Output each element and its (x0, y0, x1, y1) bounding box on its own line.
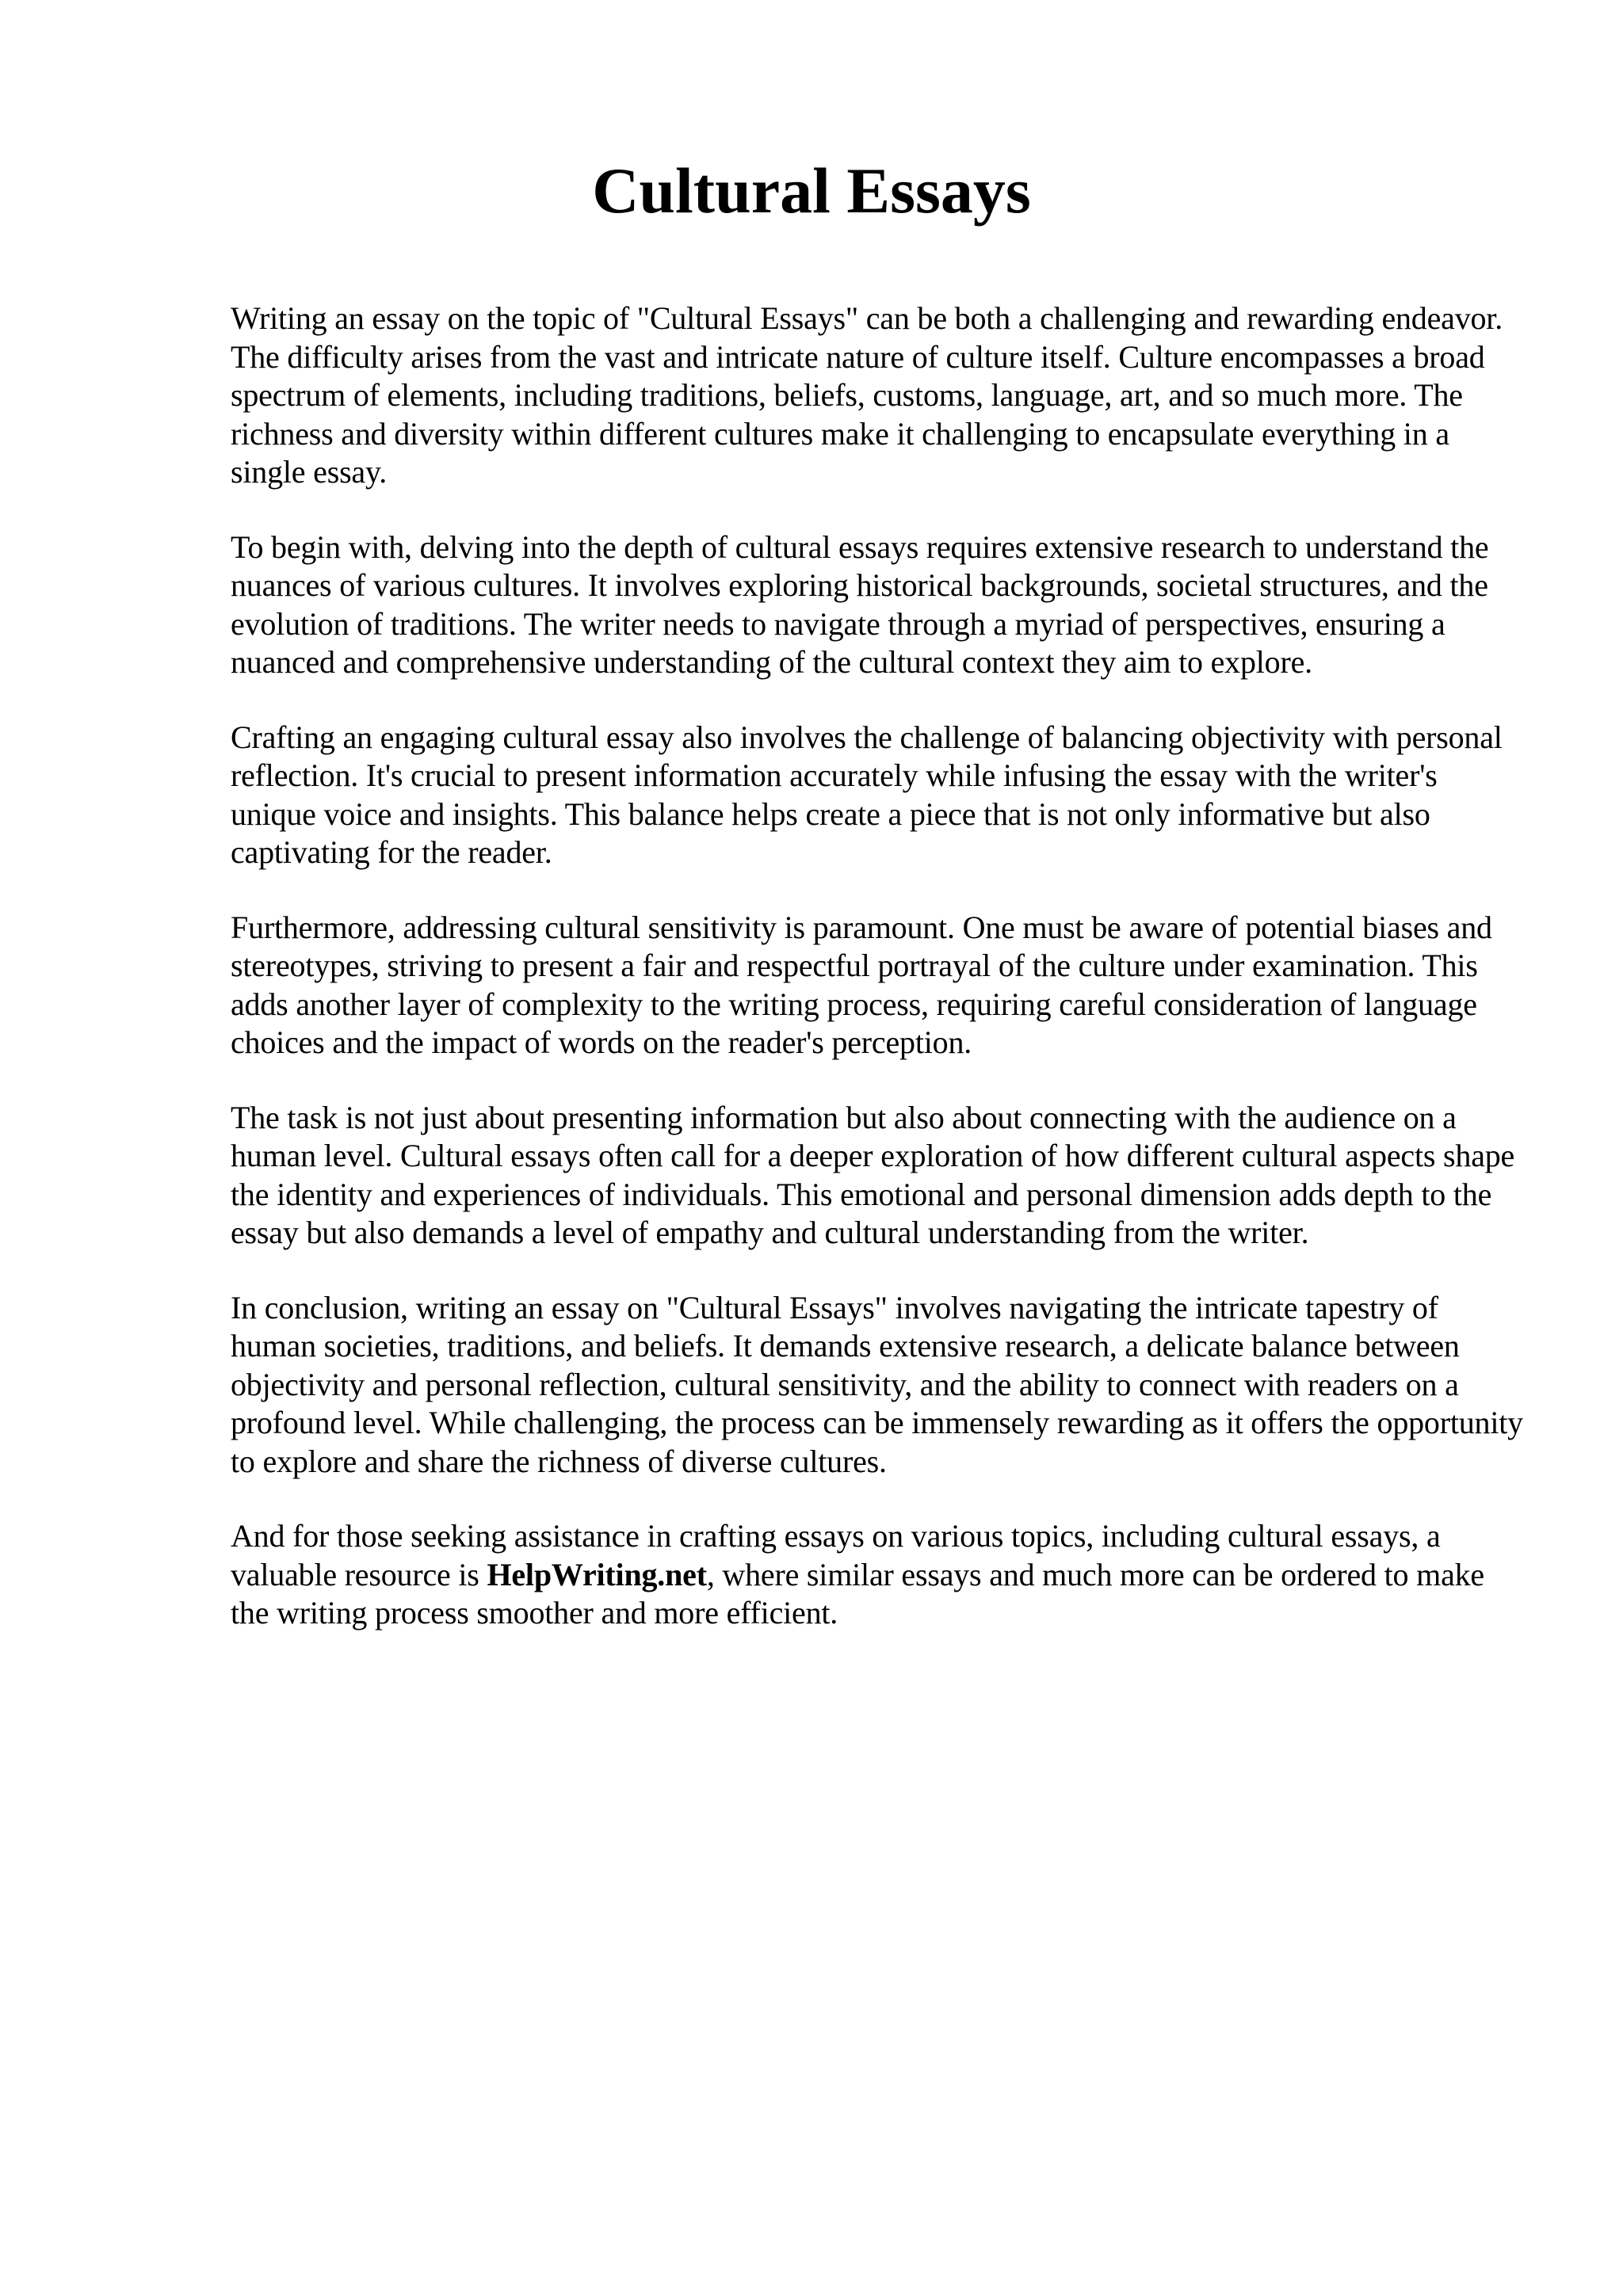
paragraph-5: The task is not just about presenting information but also about connecting with the audience on a human level. Cultural essays often call for a deeper exploration of how different cultural aspects shape the identity and experiences of individuals. This emotional and personal dimension adds depth to the essay but also demands a level of empathy and cultural understanding from the writer. (231, 1099, 1515, 1250)
paragraph-7-outro: , where similar essays and much more can be ordered to make the writing process smoother and more efficient. (231, 1556, 1484, 1630)
paragraph-7 (231, 1517, 1530, 1633)
paragraph-7-intro: And for those seeking assistance in crafting essays on various topics, including cultural essays, a valuable resource is (231, 1518, 1441, 1592)
paragraph-1: Writing an essay on the topic of "Cultural Essays" can be both a challenging and rewarding endeavor. The difficulty arises from the vast and intricate nature of culture itself. Culture encompasses a broad spectrum of elements, including traditions, beliefs, customs, language, art, and so much more. The richness and diversity within different cultures make it challenging to encapsulate everything in a single essay. (231, 300, 1503, 490)
helpwriting-link[interactable]: HelpWriting.net (487, 1556, 707, 1592)
essay-body (231, 299, 1530, 1669)
paragraph-3: Crafting an engaging cultural essay also involves the challenge of balancing objectivity with personal reflection. It's crucial to present information accurately while infusing the essay with the writer's unique voice and insights. This balance helps create a piece that is not only informative but also captivating for the reader. (231, 719, 1503, 870)
page-title: Cultural Essays (592, 154, 1031, 227)
paragraph-4: Furthermore, addressing cultural sensitivity is paramount. One must be aware of potential biases and stereotypes, striving to present a fair and respectful portrayal of the culture under examination. This adds another layer of complexity to the writing process, requiring careful consideration of language choices and the impact of words on the reader's perception. (231, 909, 1492, 1060)
paragraph-2: To begin with, delving into the depth of cultural essays requires extensive research to understand the nuances of various cultures. It involves exploring historical backgrounds, societal structures, and the evolution of traditions. The writer needs to navigate through a myriad of perspectives, ensuring a nuanced and comprehensive understanding of the cultural context they aim to explore. (231, 528, 1489, 680)
paragraph-6: In conclusion, writing an essay on "Cultural Essays" involves navigating the intricate tapestry of human societies, traditions, and beliefs. It demands extensive research, a delicate balance between objectivity and personal reflection, cultural sensitivity, and the ability to connect with readers on a profound level. While challenging, the process can be immensely rewarding as it offers the opportunity to explore and share the richness of diverse cultures. (231, 1289, 1523, 1479)
